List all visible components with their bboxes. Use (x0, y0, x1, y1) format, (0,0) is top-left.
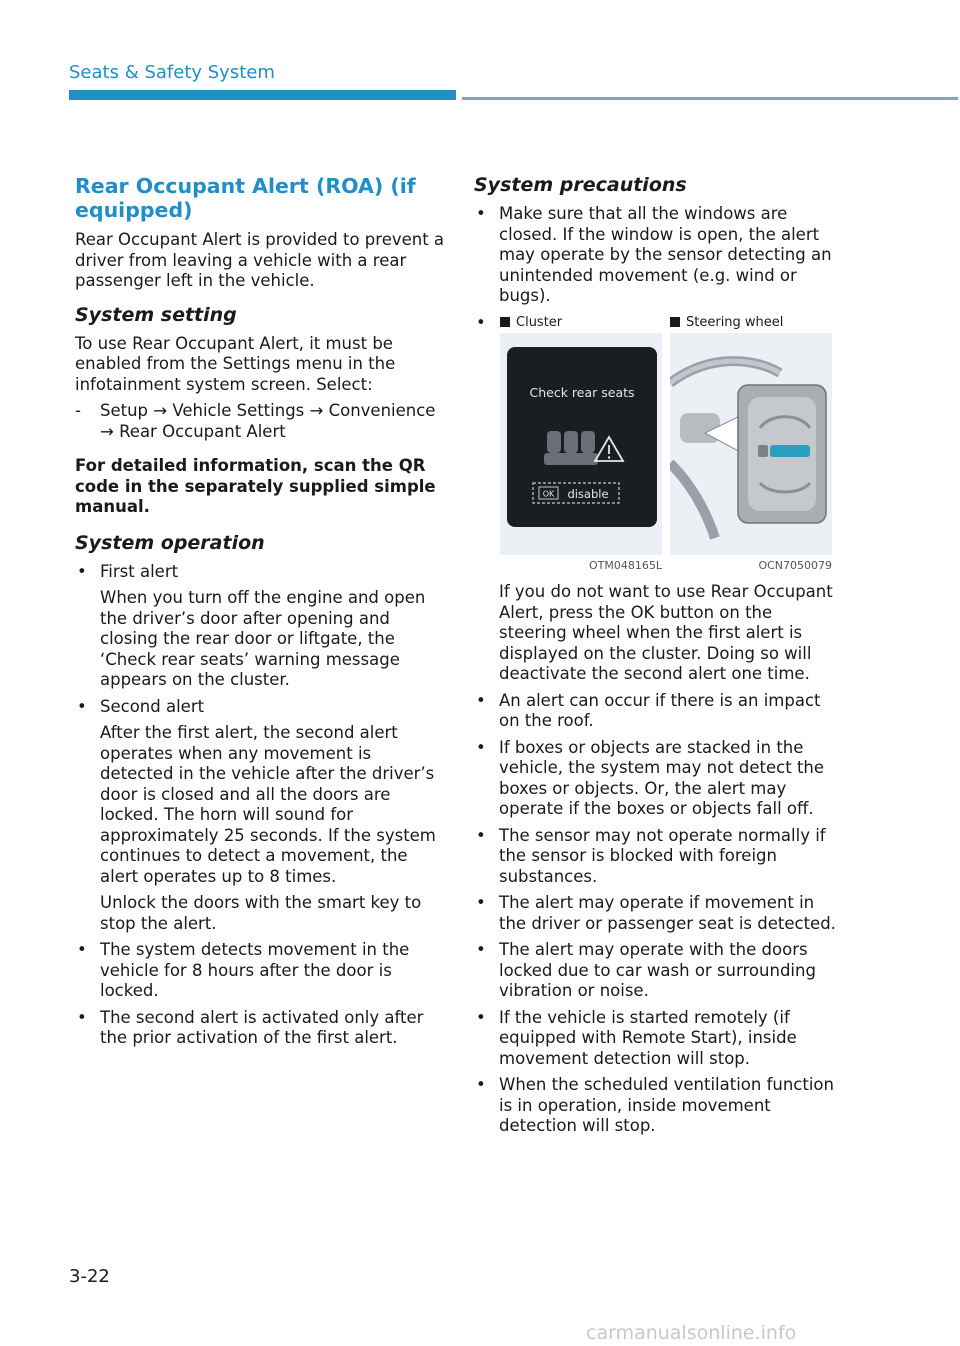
figure-caption (670, 313, 832, 333)
system-setting-heading: System setting (75, 303, 237, 326)
figure-list-item (474, 313, 844, 685)
system-precautions-heading: System precautions (474, 174, 687, 196)
caption-text: Steering wheel (686, 314, 784, 330)
setting-text: To use Rear Occupant Alert, it must be enabled from the Settings menu in the infotainment system screen. Select: (75, 333, 396, 394)
item-text: If boxes or objects are stacked in the vehicle, the system may not detect the boxes or objects. Or, the alert may operate if the boxes or objects fall off. (499, 737, 825, 818)
steering-wheel-figure (670, 313, 832, 577)
list-item (474, 893, 844, 934)
cluster-figure (500, 313, 662, 577)
bullet-marker: • (77, 561, 87, 581)
item-text: When the scheduled ventilation function is in operation, inside movement detection will stop. (499, 1075, 834, 1135)
rear-seat-icon (544, 431, 598, 465)
list-item (474, 1008, 844, 1070)
bullet-marker: • (476, 312, 486, 332)
bullet-marker: • (476, 893, 486, 912)
intro-text: Rear Occupant Alert is provided to prevent a driver from leaving a vehicle with a rear passenger left in the vehicle. (75, 230, 445, 290)
item-text: Make sure that all the windows are closed. If the window is open, the alert may operate by the sensor detecting an unintended movement (e.g. wind or bugs). (499, 204, 832, 305)
item-detail: When you turn off the engine and open the driver’s door after opening and closing the rear door or liftgate, the ‘Check rear seats’ warning message appears on the cluster. (100, 588, 426, 689)
item-text: If the vehicle is started remotely (if equipped with Remote Start), inside movement detection will stop. (499, 1007, 797, 1068)
steering-wheel-image (670, 333, 832, 555)
item-detail: After the first alert, the second alert operates when any movement is detected in the vehicle after the driver’s door is closed and all the doors are locked. The horn will sound for approximately 25 seconds. If the system continues to detect a movement, the alert operates up to 8 times. (100, 723, 436, 886)
item-text: The alert may operate if movement in the driver or passenger seat is detected. (499, 893, 836, 933)
list-item (474, 691, 844, 732)
bullet-marker: • (77, 940, 87, 959)
precautions-list (474, 691, 844, 1137)
bullet-marker: • (476, 1007, 486, 1027)
caption-text: Cluster (516, 314, 563, 330)
item-text: The sensor may not operate normally if the sensor is blocked with foreign substances. (499, 825, 826, 886)
bullet-marker: • (476, 204, 486, 223)
right-column (474, 170, 844, 1143)
list-item (474, 826, 844, 888)
bullet-marker: • (77, 1007, 87, 1027)
list-item (474, 940, 844, 1002)
bullet-marker: • (476, 737, 486, 757)
figure-caption (500, 313, 662, 333)
figure-row (500, 313, 844, 577)
item-text: The alert may operate with the doors locked due to car wash or surrounding vibration or noise. (499, 940, 816, 1000)
page-heading: Rear Occupant Alert (ROA) (if equipped) (75, 174, 416, 222)
list-item (75, 1008, 445, 1049)
operation-list (75, 562, 445, 1049)
bullet-marker: • (476, 825, 486, 845)
square-icon (500, 317, 510, 327)
setting-path-text: Setup → Vehicle Settings → Convenience → Rear Occupant Alert (100, 401, 436, 441)
cluster-image (500, 333, 662, 555)
figure-code: OTM048165L (589, 558, 662, 572)
list-item (75, 940, 445, 1002)
qr-note: For detailed information, scan the QR code in the separately supplied simple manual. (75, 456, 436, 516)
list-item (474, 1075, 844, 1137)
list-item (75, 697, 445, 935)
bullet-marker: • (476, 1075, 486, 1094)
bullet-marker: • (476, 940, 486, 959)
square-icon (670, 317, 680, 327)
list-item (75, 562, 445, 691)
bullet-marker: • (77, 696, 87, 716)
ok-label: OK (542, 489, 555, 498)
item-label: First alert (100, 561, 179, 581)
watermark: carmanualsonline.info (586, 1322, 797, 1344)
header-accent-bar (69, 90, 456, 100)
item-label: The second alert is activated only after the prior activation of the first alert. (100, 1007, 424, 1047)
list-item (474, 204, 844, 307)
page-number: 3-22 (69, 1266, 110, 1287)
item-detail: Unlock the doors with the smart key to stop the alert. (100, 893, 422, 933)
cluster-illustration (500, 333, 662, 555)
list-item (474, 738, 844, 820)
disable-label: disable (567, 486, 609, 501)
steering-wheel-illustration (670, 333, 832, 555)
figure-text: If you do not want to use Rear Occupant Alert, press the OK button on the steering wheel when the first alert is displayed on the cluster. Doing so will deactivate the second alert one time. (499, 582, 833, 683)
item-text: An alert can occur if there is an impact on the roof. (499, 690, 821, 730)
left-column (75, 170, 445, 1055)
section-title: Seats & Safety System (69, 62, 275, 83)
cluster-screen-text: Check rear seats (529, 384, 635, 400)
item-label: The system detects movement in the vehicle for 8 hours after the door is locked. (100, 940, 410, 1000)
bullet-marker: • (476, 690, 486, 710)
dash-marker: - (75, 401, 81, 420)
setting-path (75, 401, 445, 442)
item-label: Second alert (100, 696, 205, 716)
precautions-list-top (474, 204, 844, 307)
system-operation-heading: System operation (75, 531, 265, 554)
figure-code: OCN7050079 (758, 558, 832, 572)
header-rule (462, 97, 958, 100)
